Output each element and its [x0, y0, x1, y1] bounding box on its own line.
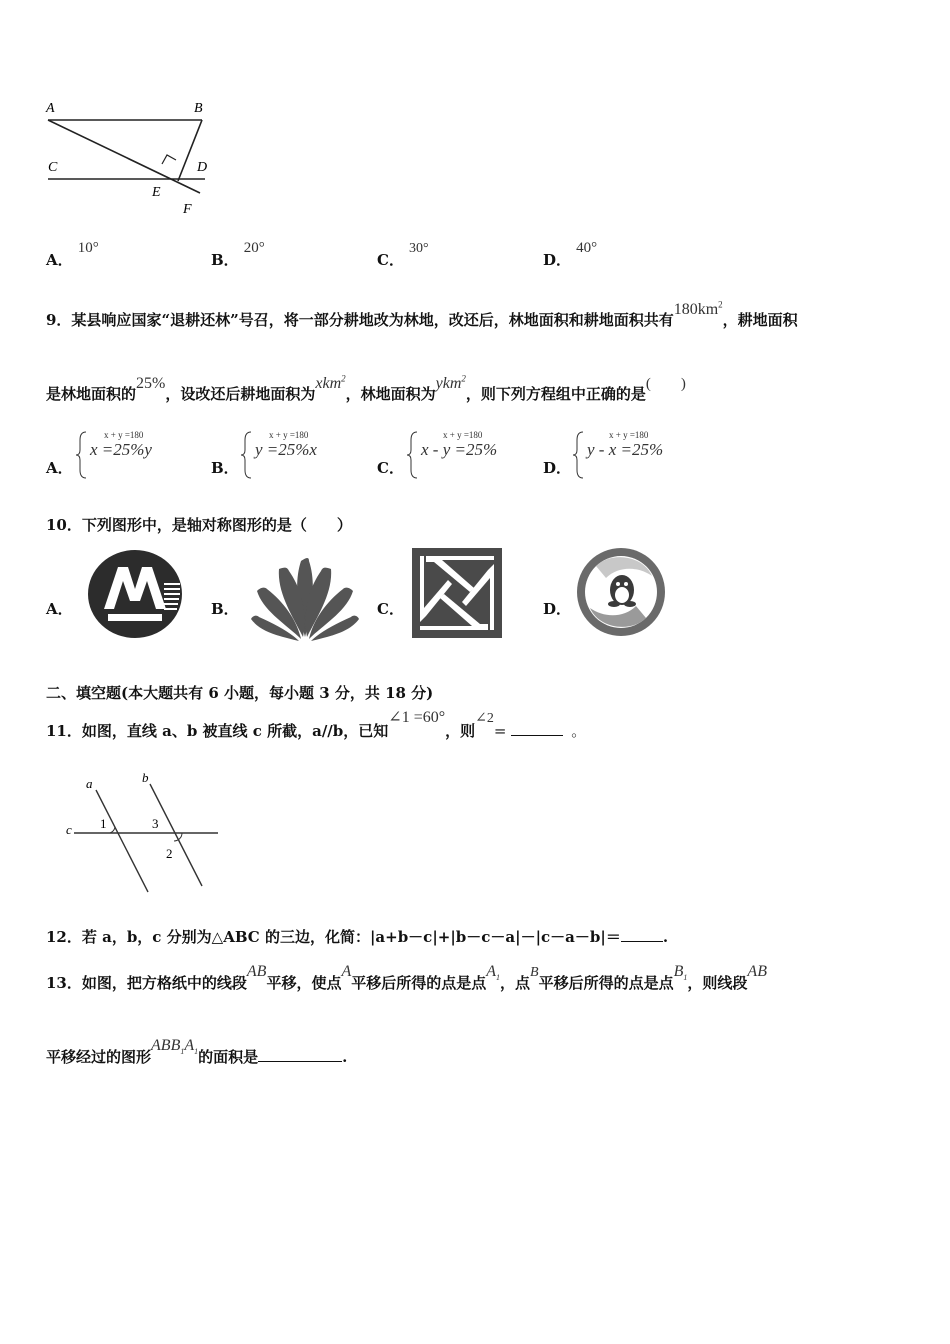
q11-line — [46, 706, 587, 740]
equation-system — [421, 430, 497, 460]
q9-option-b[interactable] — [211, 430, 361, 480]
option-label: B． — [211, 459, 239, 477]
q9-option-a[interactable] — [46, 430, 196, 480]
q8-option-d[interactable] — [543, 236, 598, 269]
q12-end: . — [662, 928, 669, 946]
q10-question: 10．下列图形中，是轴对称图形的是（ ） — [46, 516, 352, 534]
equation-bottom: x - y =25% — [421, 440, 498, 459]
option-label: B． — [211, 251, 239, 269]
equation-top: x + y =180 — [609, 430, 649, 440]
q11-parallel-lines-figure — [62, 770, 222, 896]
label-b: B — [194, 101, 203, 116]
brace-icon — [76, 430, 88, 480]
q12-answer-blank[interactable] — [621, 927, 663, 942]
line-a — [96, 790, 148, 892]
label-c: C — [48, 160, 58, 175]
q13-text-3: 平移后所得的点是点 — [351, 974, 487, 992]
equation-top: x + y =180 — [104, 430, 144, 440]
q8-option-a[interactable] — [46, 236, 99, 269]
equation-system — [90, 430, 152, 460]
q12-line — [46, 926, 668, 947]
option-value: 40° — [576, 240, 598, 256]
q10-option-b-label[interactable]: B． — [211, 600, 239, 618]
q13-math-abb1a1: $ABB_1A_1$ — [151, 1037, 199, 1057]
equation-top: x + y =180 — [269, 430, 309, 440]
angle-1-arc — [110, 827, 115, 833]
option-label: A． — [46, 459, 73, 477]
q11-text-1: 11．如图，直线 a、b 被直线 c 所截，a//b，已知 — [46, 722, 389, 740]
q11-math-angle1: ∠1 =60° — [388, 709, 446, 726]
option-value: 20° — [243, 240, 265, 256]
q13-text-7: 平移经过的图形 — [46, 1048, 152, 1066]
q12-text: 12．若 a，b，c 分别为△ABC 的三边，化简：|a+b－c|+|b－c－a|－|c－a－b|＝ — [46, 928, 621, 946]
q11-answer-blank[interactable] — [511, 721, 563, 736]
option-label: D． — [543, 251, 572, 269]
q13-answer-blank[interactable] — [258, 1047, 342, 1062]
option-value: 10° — [77, 240, 99, 256]
square-pinwheel-logo-icon[interactable] — [412, 548, 502, 638]
q11-text-4: 。 — [571, 722, 587, 740]
equation-top: x + y =180 — [443, 430, 483, 440]
q9-math-percent: 25% — [136, 375, 166, 392]
q8-option-c[interactable] — [377, 236, 429, 269]
q9-text-6: ，则下列方程组中正确的是 — [465, 385, 646, 403]
q9-answer-paren: ( ) — [645, 376, 686, 392]
q9-text-1: 9．某县响应国家“退耕还林”号召，将一部分耕地改为林地，改还后，林地面积和耕地面积共有 — [46, 311, 674, 329]
option-label: C． — [377, 251, 404, 269]
q9-math-x-area: xkm$^2$ — [315, 373, 346, 392]
label-3: 3 — [152, 816, 159, 831]
label-a: A — [46, 101, 55, 116]
ray-af — [48, 120, 200, 193]
huawei-logo-icon[interactable] — [249, 555, 361, 643]
q13-text-6: ，则线段 — [687, 974, 748, 992]
q13-text-2: 平移，使点 — [266, 974, 342, 992]
label-b: b — [142, 770, 149, 785]
label-1: 1 — [100, 816, 107, 831]
option-label: D． — [543, 459, 572, 477]
label-e: E — [152, 185, 161, 200]
line-b — [150, 784, 202, 886]
equation-bottom: y =25%x — [255, 440, 317, 459]
q9-option-d[interactable] — [543, 430, 693, 480]
q9-text-5: ，林地面积为 — [345, 385, 436, 403]
q13-math-ab: AB — [246, 963, 267, 980]
q11-math-angle2: ∠2 — [475, 711, 494, 726]
q9-line1 — [46, 298, 916, 329]
q13-text-4: ，点 — [500, 974, 531, 992]
q11-text-2: ，则 — [445, 722, 476, 740]
equation-system — [587, 430, 663, 460]
equation-bottom: x =25%y — [90, 440, 152, 459]
q13-line2 — [46, 1034, 348, 1066]
q9-option-c[interactable] — [377, 430, 527, 480]
q9-math-y-area: ykm$^2$ — [435, 373, 466, 392]
right-angle-mark — [162, 155, 176, 164]
q13-math-a1: $A_1$ — [486, 963, 501, 983]
label-2: 2 — [166, 846, 173, 861]
q9-line2 — [46, 372, 916, 403]
label-f: F — [183, 202, 192, 217]
section-heading: 二、填空题(本大题共有 6 小题，每小题 3 分，共 18 分) — [46, 684, 434, 702]
q13-line1 — [46, 960, 767, 992]
q10-option-d-label[interactable]: D． — [543, 600, 572, 618]
q8-geometry-figure — [40, 95, 230, 220]
brace-icon — [573, 430, 585, 480]
q13-text-5: 平移后所得的点是点 — [538, 974, 674, 992]
q13-math-b: B — [530, 965, 539, 980]
label-a: a — [86, 776, 93, 791]
q13-math-a: A — [341, 963, 352, 980]
q9-text-4: ，设改还后耕地面积为 — [165, 385, 316, 403]
q10-option-c-label[interactable]: C． — [377, 600, 404, 618]
q9-text-3: 是林地面积的 — [46, 385, 137, 403]
q13-text-8: 的面积是 — [198, 1048, 259, 1066]
q8-option-b[interactable] — [211, 236, 265, 269]
equation-bottom: y - x =25% — [587, 440, 664, 459]
q10-option-a-label[interactable]: A． — [46, 600, 73, 618]
option-value: 30° — [409, 241, 429, 256]
qq-penguin-logo-icon[interactable] — [576, 546, 666, 638]
brace-icon — [241, 430, 253, 480]
china-merchants-bank-logo-icon[interactable] — [86, 549, 184, 639]
q9-text-2: ，耕地面积 — [722, 311, 798, 329]
label-d: D — [197, 160, 208, 175]
brace-icon — [407, 430, 419, 480]
q13-end: . — [342, 1048, 348, 1066]
q9-math-total-area: $180km^2$ — [673, 299, 723, 318]
label-c: c — [66, 822, 72, 837]
q13-math-b1: $B_1$ — [673, 963, 688, 983]
equation-system — [255, 430, 317, 460]
option-label: C． — [377, 459, 404, 477]
q13-math-ab-2: AB — [747, 963, 767, 980]
q13-text-1: 13．如图，把方格纸中的线段 — [46, 974, 247, 992]
q11-text-3: = — [493, 722, 512, 740]
option-label: A． — [46, 251, 73, 269]
